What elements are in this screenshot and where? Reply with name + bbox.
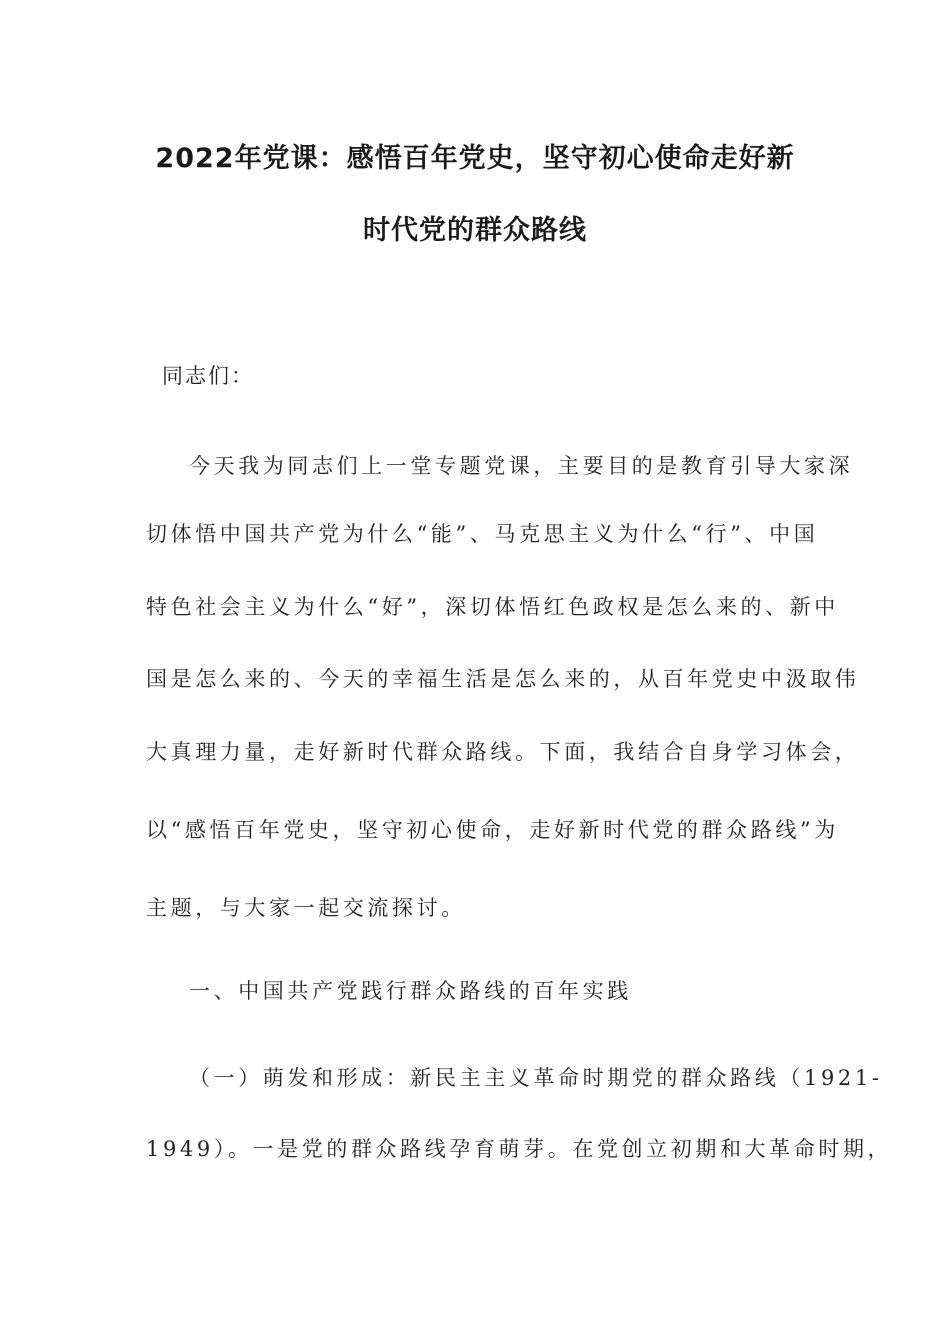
paragraph-line: 今天我为同志们上一堂专题党课，主要目的是教育引导大家深 bbox=[189, 454, 854, 478]
greeting: 同志们： bbox=[162, 364, 254, 388]
paragraph-line: 大真理力量，走好新时代群众路线。下面，我结合自身学习体会， bbox=[146, 740, 860, 764]
section-heading: 一、中国共产党践行群众路线的百年实践 bbox=[189, 979, 632, 1003]
paragraph-line: 切体悟中国共产党为什么“能”、马克思主义为什么“行”、中国 bbox=[146, 522, 819, 546]
document-title-line-1: 2022年党课：感悟百年党史，坚守初心使命走好新 bbox=[155, 143, 795, 174]
paragraph-line: （一）萌发和形成：新民主主义革命时期党的群众路线（1921- bbox=[189, 1066, 883, 1090]
paragraph-line: 国是怎么来的、今天的幸福生活是怎么来的，从百年党史中汲取伟 bbox=[146, 667, 860, 691]
paragraph-line: 主题，与大家一起交流探讨。 bbox=[146, 896, 466, 920]
paragraph-line: 以“感悟百年党史，坚守初心使命，走好新时代党的群众路线”为 bbox=[146, 818, 839, 842]
document-title-line-2: 时代党的群众路线 bbox=[363, 215, 587, 246]
paragraph-line: 1949）。一是党的群众路线孕育萌芽。在党创立初期和大革命时期， bbox=[146, 1137, 893, 1161]
paragraph-line: 特色社会主义为什么“好”，深切体悟红色政权是怎么来的、新中 bbox=[146, 595, 839, 619]
